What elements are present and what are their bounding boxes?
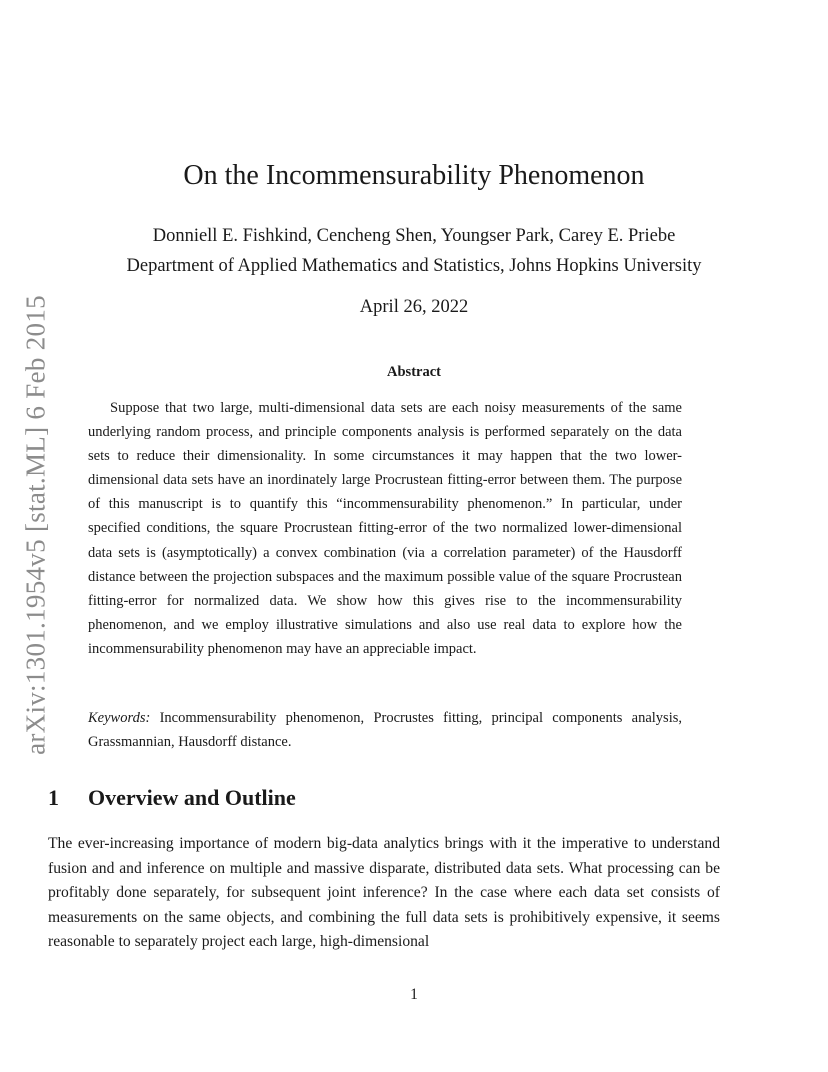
affiliation: Department of Applied Mathematics and Statistics, Johns Hopkins University: [126, 256, 702, 276]
section-body-text: The ever-increasing importance of modern big-data analytics brings with it the imperative to understand fusion and and inference on multiple and massive disparate, distributed data sets. What processing can be profitably done separately, for subsequent joint inference? In the case where each data set consists of measurements on the same objects, and combining the full data sets is prohibitively expensive, it seems reasonable to separately project each large, high-dimensional: [48, 835, 720, 951]
section-heading: [48, 785, 296, 811]
section-number: 1: [48, 785, 59, 810]
keywords-text: Incommensurability phenomenon, Procrustes fitting, principal components analysis, Grassmannian, Hausdorff distance.: [88, 710, 682, 751]
publication-date: April 26, 2022: [359, 297, 469, 317]
paper-title: On the Incommensurability Phenomenon: [183, 160, 645, 191]
arxiv-identifier: arXiv:1301.1954v5 [stat.ML] 6 Feb 2015: [20, 295, 51, 755]
abstract-text: Suppose that two large, multi-dimensional data sets are each noisy measurements of the same underlying random process, and principle components analysis is performed separately on the data sets to reduce their dimensionality. In some circumstances it may happen that the two lower-dimensional data sets have an inordinately large Procrustean fitting-error between them. The purpose of this manuscript is to quantify this “incommensurability phenomenon.” In particular, under specified conditions, the square Procrustean fitting-error of the two normalized lower-dimensional data sets is (asymptotically) a convex combination (via a correlation parameter) of the Hausdorff distance between the projection subspaces and the maximum possible value of the square Procrustean fitting-error for normalized data. We show how this gives rise to the incommensurability phenomenon, and we employ illustrative simulations and also use real data to explore how the incommensurability phenomenon may have an appreciable impact.: [88, 400, 682, 657]
section-title: Overview and Outline: [88, 785, 296, 810]
abstract-heading: Abstract: [387, 364, 441, 380]
keywords-label: Keywords:: [88, 710, 151, 726]
keywords: [88, 706, 682, 754]
page-number: 1: [410, 986, 418, 1003]
author-list: Donniell E. Fishkind, Cencheng Shen, Youngser Park, Carey E. Priebe: [152, 226, 676, 246]
